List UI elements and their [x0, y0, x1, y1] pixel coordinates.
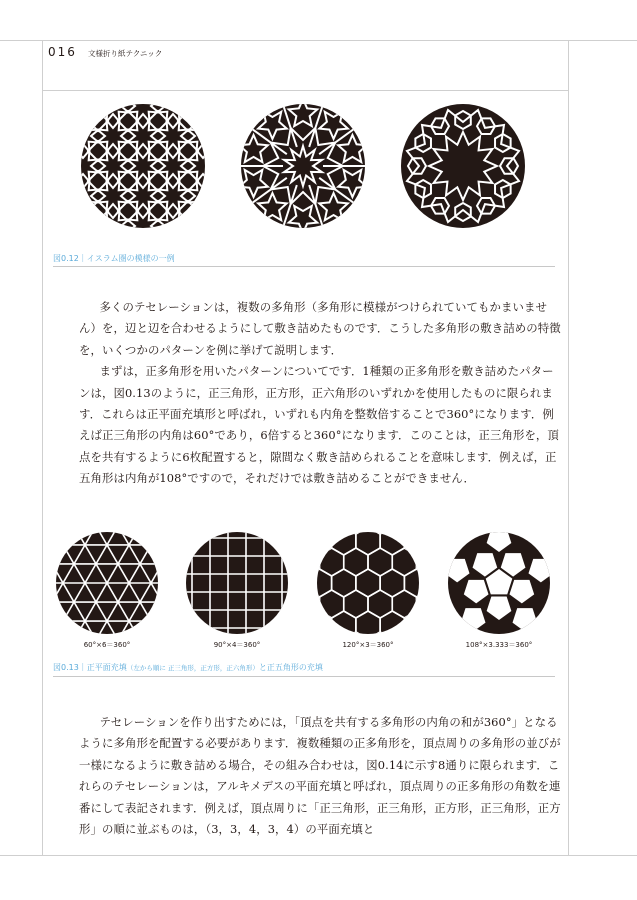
- hexagon-cell: [392, 632, 416, 635]
- hexagon-cell: [320, 632, 344, 635]
- crop-line-bottom: [0, 855, 637, 856]
- crop-line-right: [568, 40, 569, 855]
- hexagon-cell: [392, 531, 416, 534]
- islamic-pattern-1: [80, 103, 206, 229]
- angle-label-pentagon: 108°×3.333＝360°: [465, 641, 533, 649]
- hexagon-cell: [316, 531, 320, 534]
- triangle-tiling: [55, 531, 159, 635]
- angle-label-square: 90°×4＝360°: [213, 641, 261, 649]
- figure-0-12-rule: [53, 266, 555, 267]
- hexagon-cell: [417, 531, 421, 534]
- islamic-pattern-2: [240, 103, 366, 229]
- running-head: 文様折り紙テクニック: [88, 49, 163, 58]
- caption-note: （左から順に 正三角形，正方形，正六角形）: [126, 664, 259, 672]
- header-rule: [42, 90, 568, 91]
- crop-line-top: [0, 40, 637, 41]
- figure-0-13-caption: [53, 662, 323, 673]
- caption-label: 図0.12: [53, 254, 79, 263]
- pentagon-packing: [447, 531, 551, 635]
- paragraph-text: まずは，正多角形を用いたパターンについてです．1種類の正多角形を敷き詰めたパターンは，図0.13のように，正三角形，正方形，正六角形のいずれかを使用したものに限られます．これらは正平面充填形と呼ばれ，いずれも内角を整数倍することで360°になります．例えば正三角形の内角は60°であり，6倍すると360°になります．このことは，正三角形を，頂点を共有するように6枚配置すると，隙間なく敷き詰められることを意味します．例えば，正五角形は内角が108°ですので，それだけでは敷き詰めることができません．: [79, 364, 559, 486]
- star-motif: [187, 210, 206, 229]
- paragraph-text: テセレーションを作り出すためには，「頂点を共有する多角形の内角の和が360°」となるように多角形を配置する必要があります．複数種類の正多角形を，頂点周りの多角形の並びが一様になるように敷き詰める場合，その組み合わせは，図0.14に示す8通りに限られます．これらのテセレーションは，アルキメデスの平面充填と呼ばれ，頂点周りの正多角形の角数を連番にして表記されます．例えば，頂点周りに「正三角形，正三角形，正方形，正三角形，正方形」の順に並ぶものは，（3，3，4，3，4）の平面充填と: [79, 715, 561, 837]
- hexagon-tiling: [316, 531, 420, 635]
- star-motif: [80, 103, 99, 122]
- hexagon-cell: [316, 632, 320, 635]
- hexagon-cell: [320, 531, 344, 534]
- caption-text: ｜イスラム圏の模様の一例: [78, 254, 175, 263]
- figure-0-13-rule: [53, 676, 555, 677]
- caption-main: ｜正平面充填: [78, 663, 127, 672]
- page-number: 016: [48, 45, 77, 59]
- star-motif: [80, 210, 99, 229]
- angle-label-hexagon: 120°×3＝360°: [342, 641, 394, 649]
- islamic-pattern-3: [400, 103, 526, 229]
- crop-line-left: [42, 40, 43, 855]
- star-motif: [187, 103, 206, 122]
- body-paragraph-1: [79, 297, 561, 490]
- hexagon-cell: [417, 632, 421, 635]
- figure-0-12-caption: [53, 253, 175, 264]
- caption-label: 図0.13: [53, 663, 79, 672]
- square-tiling: [185, 531, 289, 635]
- paragraph-text: 多くのテセレーションは，複数の多角形（多角形に模様がつけられていてもかまいません）を，辺と辺を合わせるようにして敷き詰めたものです．こうした多角形の敷き詰めの特徴を，いくつかのパターンを例に挙げて説明します．: [79, 300, 561, 357]
- caption-tail: と正五角形の充填: [258, 663, 323, 672]
- angle-label-triangle: 60°×6＝360°: [83, 641, 131, 649]
- body-paragraph-2: [79, 712, 561, 840]
